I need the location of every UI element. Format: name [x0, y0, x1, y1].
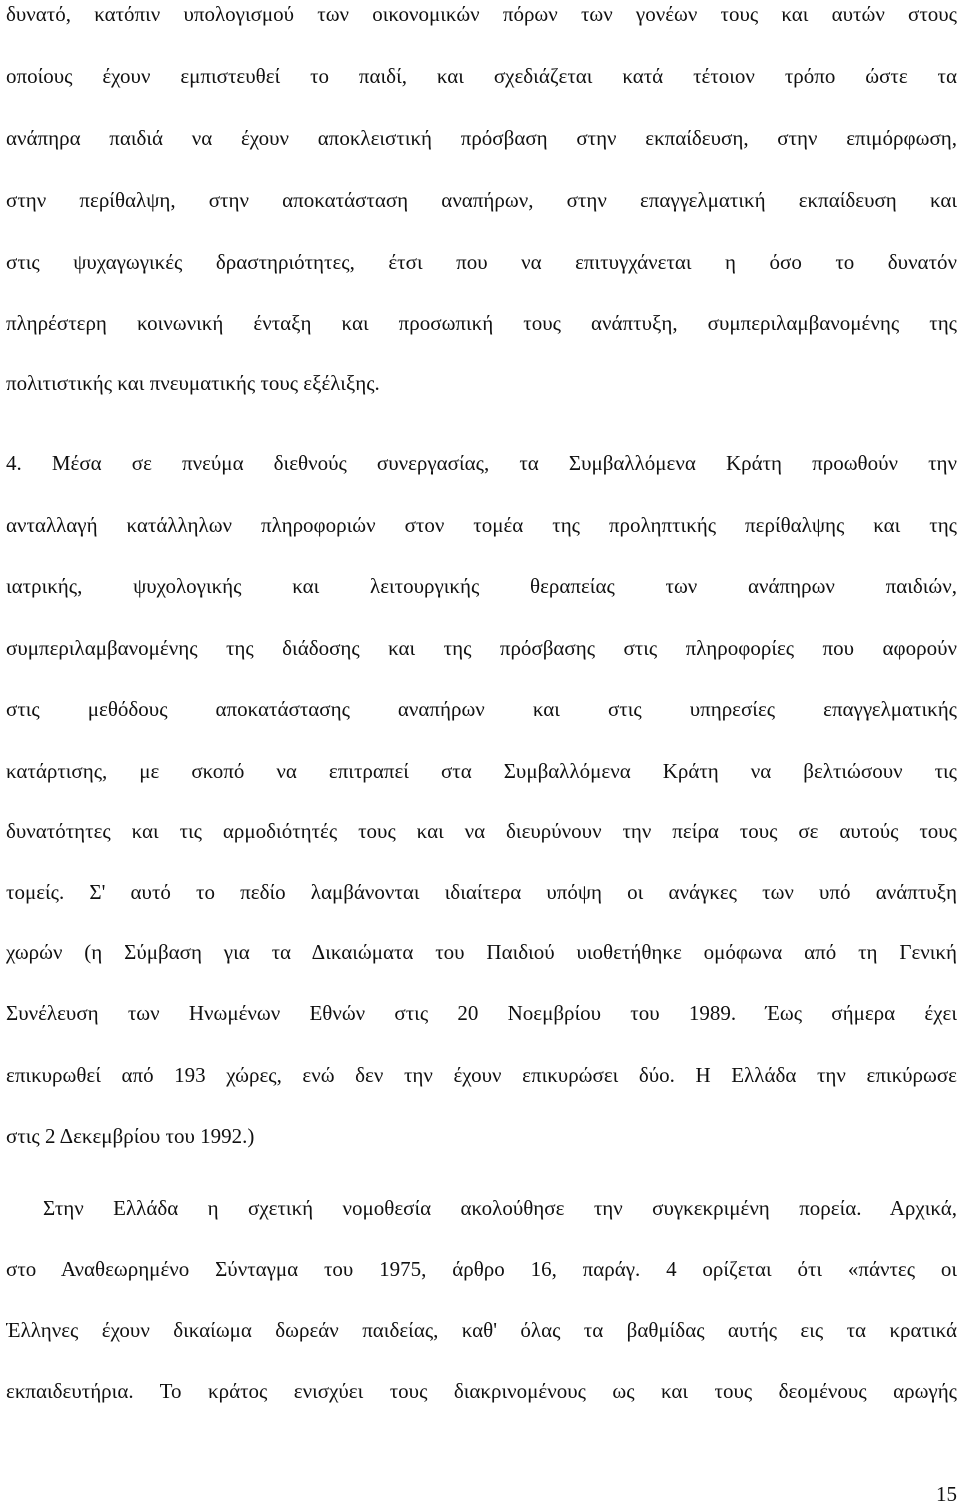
text-line: Στην Ελλάδα η σχετική νομοθεσία ακολούθησε την συγκεκριμένη πορεία. Αρχικά, [43, 1196, 957, 1220]
page-number: 15 [936, 1482, 957, 1506]
text-line: στις 2 Δεκεμβρίου του 1992.) [6, 1124, 255, 1148]
text-line: εκπαιδευτήρια. Το κράτος ενισχύει τους διακρινομένους ως και τους δεομένους αρωγής [6, 1379, 957, 1403]
text-line: πληρέστερη κοινωνική ένταξη και προσωπική τους ανάπτυξη, συμπεριλαμβανομένης της [6, 311, 957, 335]
text-line: πολιτιστικής και πνευματικής τους εξέλιξης. [6, 371, 380, 395]
text-line: Έλληνες έχουν δικαίωμα δωρεάν παιδείας, καθ' όλας τα βαθμίδας αυτής εις τα κρατικά [6, 1318, 957, 1342]
text-line: κατάρτισης, με σκοπό να επιτραπεί στα Συμβαλλόμενα Κράτη να βελτιώσουν τις [6, 759, 957, 783]
text-line: οποίους έχουν εμπιστευθεί το παιδί, και σχεδιάζεται κατά τέτοιον τρόπο ώστε τα [6, 64, 957, 88]
text-line: 4. Μέσα σε πνεύμα διεθνούς συνεργασίας, τα Συμβαλλόμενα Κράτη προωθούν την [6, 451, 957, 475]
text-line: συμπεριλαμβανομένης της διάδοσης και της πρόσβασης στις πληροφορίες που αφορούν [6, 636, 957, 660]
text-line: στις μεθόδους αποκατάστασης αναπήρων και στις υπηρεσίες επαγγελματικής [6, 697, 957, 721]
text-line: στην περίθαλψη, στην αποκατάσταση αναπήρων, στην επαγγελματική εκπαίδευση και [6, 188, 957, 212]
text-line: ανάπηρα παιδιά να έχουν αποκλειστική πρόσβαση στην εκπαίδευση, στην επιμόρφωση, [6, 126, 957, 150]
text-line: δυνατότητες και τις αρμοδιότητές τους και να διευρύνουν την πείρα τους σε αυτούς τους [6, 819, 957, 843]
text-line: στις ψυχαγωγικές δραστηριότητες, έτσι που να επιτυγχάνεται η όσο το δυνατόν [6, 250, 957, 274]
text-line: τομείς. Σ' αυτό το πεδίο λαμβάνονται ιδιαίτερα υπόψη οι ανάγκες των υπό ανάπτυξη [6, 880, 957, 904]
text-line: δυνατό, κατόπιν υπολογισμού των οικονομικών πόρων των γονέων τους και αυτών στους [6, 2, 957, 26]
text-line: ανταλλαγή κατάλληλων πληροφοριών στον τομέα της προληπτικής περίθαλψης και της [6, 513, 957, 537]
text-line: στο Αναθεωρημένο Σύνταγμα του 1975, άρθρο 16, παράγ. 4 ορίζεται ότι «πάντες οι [6, 1257, 957, 1281]
text-line: Συνέλευση των Ηνωμένων Εθνών στις 20 Νοεμβρίου του 1989. Έως σήμερα έχει [6, 1001, 957, 1025]
text-line: επικυρωθεί από 193 χώρες, ενώ δεν την έχουν επικυρώσει δύο. Η Ελλάδα την επικύρωσε [6, 1063, 957, 1087]
text-line: ιατρικής, ψυχολογικής και λειτουργικής θεραπείας των ανάπηρων παιδιών, [6, 574, 957, 598]
text-line: χωρών (η Σύμβαση για τα Δικαιώματα του Παιδιού υιοθετήθηκε ομόφωνα από τη Γενική [6, 940, 957, 964]
